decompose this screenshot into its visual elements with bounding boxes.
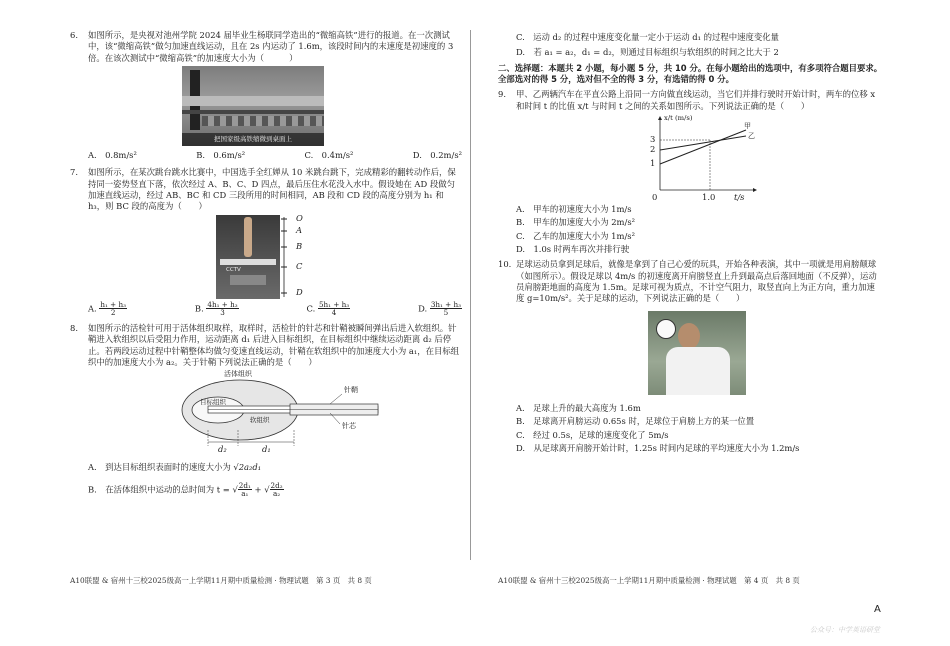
x-axis-label: t/s [734,192,745,203]
x-tick-1: 1.0 [702,192,716,203]
option-b[interactable]: B. 在活体组织中运动的总时间为 t = √ $\frac{\text{2d₁}}{\text{a₁}}$ + √ $\frac{\text{2d₂}}{\text{a₂}}$ [88,480,283,499]
option-c[interactable]: C. $\frac{\text{5h₁ + h₃}}{4}$ [306,299,350,318]
option-c[interactable]: C. 0.4m/s² [304,150,354,161]
question-6-options [88,150,462,161]
left-column [70,30,462,500]
question-7 [70,167,462,212]
needle-diagram [180,370,380,454]
option-c[interactable]: C. 运动 d₂ 的过程中速度变化量一定小于运动 d₁ 的过程中速度变化量 [516,32,779,42]
right-footer: A10联盟 & 宿州十三校2025级高一上学期11月期中质量检测 · 物理试题 第 4 页 共 8 页 [498,576,800,585]
point-b: B [296,240,303,251]
x-tick-0: 0 [652,192,658,203]
option-b[interactable]: B. 足球离开肩膀运动 0.65s 时，足球位于肩膀上方的某一位置 [516,416,755,427]
point-a: A [296,224,303,235]
section-heading: 二、选择题：本题共 2 小题，每小题 5 分，共 10 分。在每小题给出的选项中，有多项符合题目要求。全部选对的得 5 分，选对但不全的得 3 分，有选错的得 0 分。 [498,62,883,85]
page-mark: A [874,604,881,615]
option-b[interactable]: B. 甲车的加速度大小为 2m/s² [516,217,635,228]
option-a[interactable]: A. 足球上升的最大高度为 1.6m [516,402,641,413]
height-axis [278,212,308,299]
question-9 [498,89,883,112]
label-core: 针芯 [342,422,356,431]
mini-train-photo [182,66,324,146]
watermark: 公众号：中学英语研堂 [810,626,880,634]
point-d: D [296,286,303,297]
column-divider [470,30,471,560]
y-tick-1: 1 [650,158,656,169]
question-number: 8. [70,322,78,333]
photo-caption: 把国家级高铁缩微到桌面上 [182,133,324,146]
question-7-options [88,301,462,317]
label-d2: d₂ [218,444,227,455]
label-tissue: 活体组织 [224,370,252,379]
question-8 [70,323,462,368]
option-c[interactable]: C. 乙车的加速度大小为 1m/s² [516,230,635,241]
question-text: 如图所示，在某次跳台跳水比赛中，中国选手全红婵从 10 米跳台跳下，完成精彩的翻转动作后，保持同一姿势竖直下落，依次经过 A、B、C、D 四点，最后压住水花没入水中。假设她在 AD 段做匀加速直线运动，经过 AB、BC 和 CD 三段所用的时间相同，AB 段和 CD 段的高度分别为 h₁ 和 h₃，则 BC 段的高度为（ ） [88,167,456,212]
question-text: 足球运动员拿到足球后，就像是拿到了自己心爱的玩具，开始各种表演，其中一项就是用肩膀颠球（如图所示）。假设足球以 4m/s 的初速度离开肩膀竖直上升到最高点后落回地面（不反弹），运动员肩膀距地面的高度为 1.5m。足球可视为质点，不计空气阻力，取竖直向上为正方向，重力加速度 g=10m/s²。关于足球的运动，下列说法正确的是（ ） [516,259,877,304]
question-text: 如图所示，是央视对池州学院 2024 届毕业生杨联同学造出的“微缩高铁”进行的报道。在一次测试中，该“微缩高铁”做匀加速直线运动，且在 2s 内运动了 1.6m，该段时间内的末速度是初速度的 3 倍。在该次测试中“微缩高铁”的加速度大小为（ ） [88,30,454,63]
option-d[interactable]: D. 0.2m/s² [412,150,462,161]
label-target: 目标组织 [200,398,226,407]
question-number: 7. [70,167,78,178]
option-d[interactable]: D. 1.0s 时两车再次并排行驶 [516,244,630,255]
question-text: 甲、乙两辆汽车在平直公路上沿同一方向做直线运动，当它们并排行驶时开始计时，两车的位移 x 和时间 t 的比值 x/t 与时间 t 之间的关系如图所示。下列说法正确的是（ ） [516,89,876,111]
right-column [498,30,883,456]
question-number: 6. [70,30,78,40]
option-d[interactable]: D. 若 a₁ = a₂，d₁ = d₂，则通过目标组织与软组织的时间之比大于 2 [516,47,779,58]
diver-photo [216,215,280,299]
option-b[interactable]: B. 0.6m/s² [196,150,246,161]
question-number: 10. [498,259,512,270]
graph-svg [648,114,758,202]
question-text: 如图所示的活检针可用于活体组织取样，取样时，活检针的针芯和针鞘被瞬间弹出后进入软组织。针鞘进入软组织以后受阻力作用，运动距离 d₁ 后进入目标组织，在目标组织中继续运动距离 d₂ 后停止。若两段运动过程中针鞘整体均做匀变速直线运动，针鞘在软组织中的加速度大小为 a₁，在目标组织中的加速度大小为 a₂。关于针鞘下列说法正确的是（ ） [88,322,460,367]
option-d[interactable]: D. $\frac{\text{3h₁ + h₃}}{5}$ [418,299,461,318]
y-axis-label: x/t (m/s) [664,114,693,123]
point-c: C [296,260,303,271]
option-a[interactable]: A. 到达目标组织表面时的速度大小为 √2a₂d₁ [88,462,262,473]
option-a[interactable]: A. $\frac{\text{h₁ + h₃}}{2}$ [88,299,127,318]
line-yi-label: 乙 [748,132,755,141]
football-player-photo [648,311,746,395]
option-a[interactable]: A. 甲车的初速度大小为 1m/s [516,204,632,215]
option-a[interactable]: A. 0.8m/s² [88,150,137,161]
diving-figure [216,212,306,299]
label-soft: 软组织 [250,416,270,425]
question-6 [70,30,462,64]
question-number: 9. [498,89,506,100]
y-tick-3: 3 [650,134,656,145]
biopsy-needle-figure [180,370,380,454]
option-c[interactable]: C. 经过 0.5s，足球的速度变化了 5m/s [516,429,669,440]
xt-graph [648,114,758,202]
point-o: O [296,212,303,223]
cctv-logo: CCTV [226,266,241,273]
left-footer: A10联盟 & 宿州十三校2025级高一上学期11月期中质量检测 · 物理试题 第 3 页 共 8 页 [70,576,372,585]
option-d[interactable]: D. 从足球离开肩膀开始计时，1.25s 时间内足球的平均速度大小为 1.2m/s [516,442,800,453]
option-b[interactable]: B. $\frac{\text{4h₁ + h₃}}{3}$ [194,299,238,318]
y-tick-2: 2 [650,144,656,155]
line-jia-label: 甲 [744,122,751,131]
label-sheath: 针鞘 [344,386,358,395]
label-d1: d₁ [262,444,271,455]
question-10 [498,259,883,304]
